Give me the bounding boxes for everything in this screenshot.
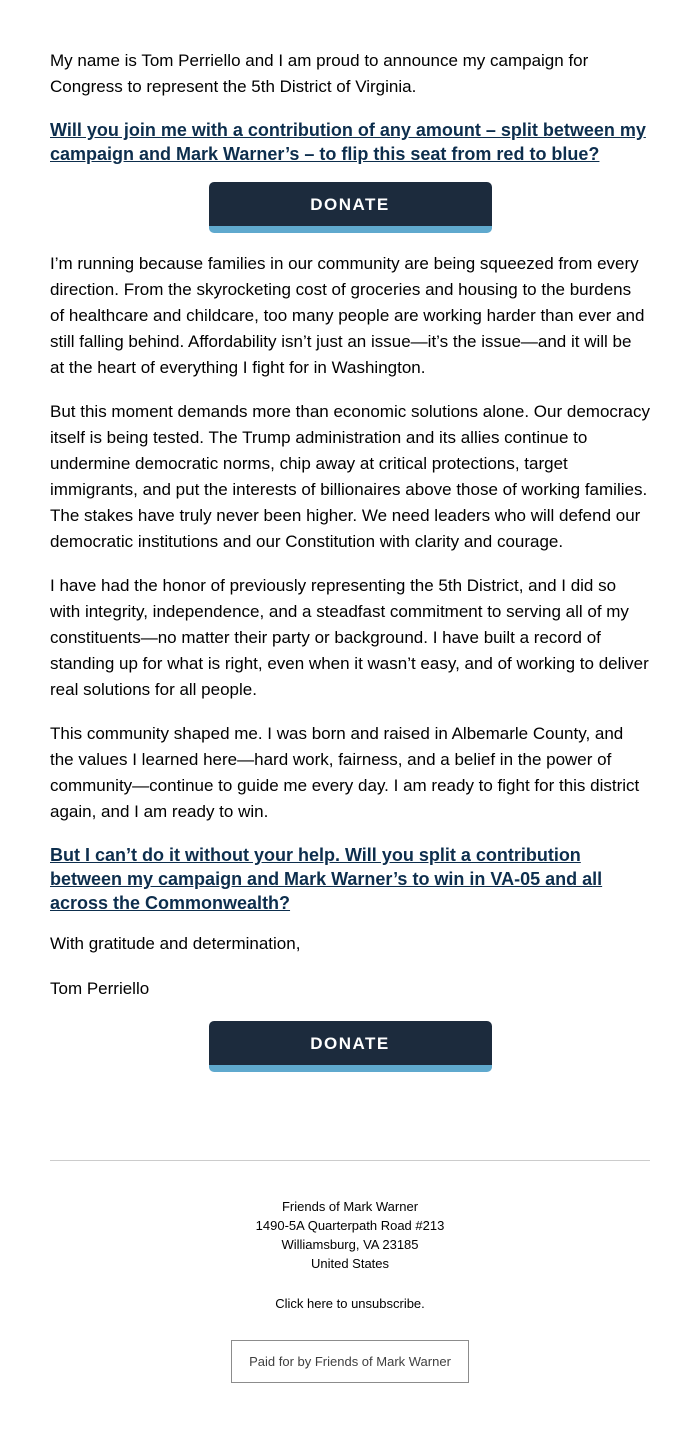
footer-org-name: Friends of Mark Warner	[281, 1199, 419, 1214]
footer-address: 1490-5A Quarterpath Road #213	[255, 1218, 445, 1233]
donate-button-2[interactable]: DONATE	[209, 1021, 492, 1072]
paid-for-row	[50, 1340, 650, 1383]
body-paragraph-affordability: I’m running because families in our community are being squeezed from every direction. From the skyrocketing cost of groceries and housing to the burdens of healthcare and childcare, too many people are working harder than ever and still falling behind. Affordability isn’t just an issue—it’s the issue—and it will be at the heart of everything I fight for in Washington.	[50, 254, 645, 377]
donation-link-block-2	[50, 843, 650, 915]
paid-for-disclaimer: Paid for by Friends of Mark Warner	[231, 1340, 469, 1383]
unsubscribe-link[interactable]: Click here to unsubscribe.	[275, 1296, 425, 1311]
unsubscribe-row	[50, 1294, 650, 1313]
body-paragraph-democracy: But this moment demands more than economic solutions alone. Our democracy itself is being tested. The Trump administration and its allies continue to undermine democratic norms, chip away at critical protections, target immigrants, and put the interests of billionaires above those of working families. The stakes have truly never been higher. We need leaders who will defend our democratic institutions and our Constitution with clarity and courage.	[50, 402, 651, 551]
footer-country: United States	[310, 1256, 390, 1271]
donate-button-row-2	[50, 1021, 650, 1072]
signature-name: Tom Perriello	[50, 979, 150, 998]
body-paragraph-community: This community shaped me. I was born and raised in Albemarle County, and the values I learned here—hard work, fairness, and a belief in the power of community—continue to guide me every day. I am ready to fight for this district again, and I am ready to win.	[50, 724, 640, 821]
donation-link-2[interactable]: But I can’t do it without your help. Will you split a contribution between my campaign and Mark Warner’s to win in VA-05 and all across the Commonwealth?	[50, 845, 603, 913]
donate-button-row-1	[50, 182, 650, 233]
donation-link-block-1	[50, 118, 650, 166]
footer	[50, 1197, 650, 1383]
body-paragraph-record: I have had the honor of previously representing the 5th District, and I did so with integrity, independence, and a steadfast commitment to serving all of my constituents—no matter their party or background. I have built a record of standing up for what is right, even when it wasn’t easy, and of working to deliver real solutions for all people.	[50, 576, 649, 699]
intro-paragraph: My name is Tom Perriello and I am proud to announce my campaign for Congress to represent the 5th District of Virginia.	[50, 51, 589, 96]
signoff-text: With gratitude and determination,	[50, 934, 301, 953]
footer-divider	[50, 1160, 650, 1161]
donate-button-1[interactable]: DONATE	[209, 182, 492, 233]
donation-link-1[interactable]: Will you join me with a contribution of any amount – split between my campaign and Mark Warner’s – to flip this seat from red to blue?	[50, 120, 646, 164]
footer-city-state-zip: Williamsburg, VA 23185	[281, 1237, 419, 1252]
